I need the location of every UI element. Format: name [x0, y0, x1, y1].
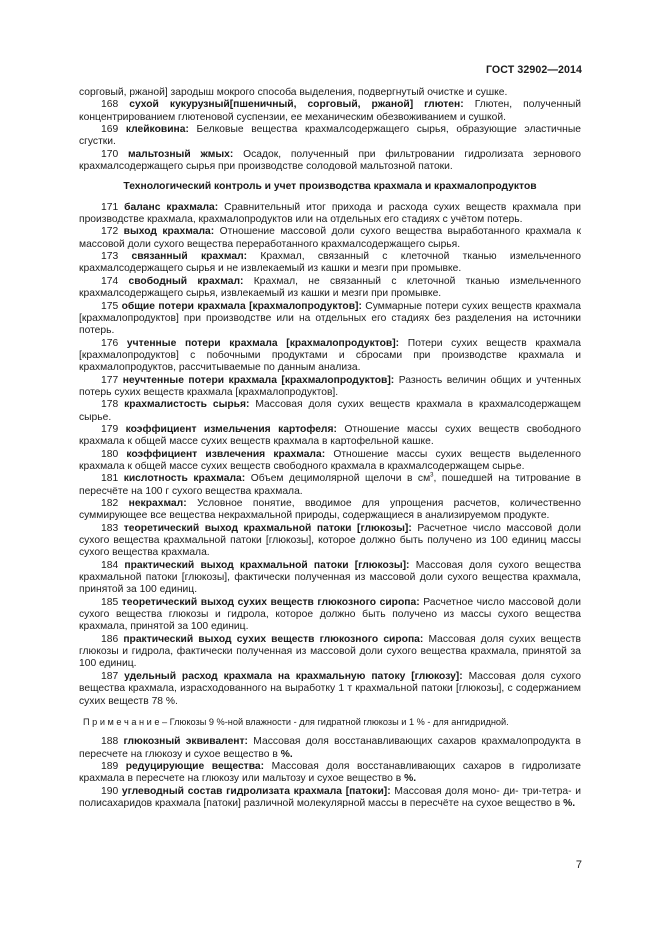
term: крахмалистость сырья:: [124, 399, 250, 411]
note: П р и м е ч а н и е – Глюкозы 9 %-ной влажности - для гидратной глюкозы и 1 % - для ангидридной.: [83, 716, 509, 727]
term: теоретический выход сухих веществ глюкозного сиропа:: [121, 596, 420, 608]
page-number: 7: [575, 859, 582, 871]
term-entry: 186 практический выход сухих веществ глюкозного сиропа: Массовая доля сухих веществ глюкозы и гидрола, фактически полученная из массовой доли сухого вещества крахмала, принятой за 100 единиц.: [79, 633, 581, 670]
term-entry: 185 теоретический выход сухих веществ глюкозного сиропа: Расчетное число массовой доли сухого вещества глюкозы и гидрола, которое должно быть получено из массы сухого вещества крахмала, принятой за 100 единиц.: [79, 596, 581, 633]
term-entry: 177 неучтенные потери крахмала [крахмалопродуктов]: Разность величин общих и учтенных потерь сухих веществ крахмала [крахмалопродуктов].: [79, 374, 581, 398]
term-entry: 179 коэффициент измельчения картофеля: Отношение массы сухих веществ свободного крахмала к общей массе сухих веществ крахмала в картофельной кашке.: [79, 423, 581, 448]
term-entry: 184 практический выход крахмальной патоки [глюкозы]: Массовая доля сухого вещества крахмальной патоки [глюкозы], фактически полученная из массовой доли сухого вещества крахмала, принятой за 100 единиц.: [79, 559, 581, 596]
document-body: [79, 87, 581, 810]
term: клейковина:: [125, 124, 189, 136]
term-entry: 182 некрахмал: Условное понятие, вводимое для упрощения расчетов, количественно суммирующее все вещества некрахмальной природы, содержащиеся в анализируемом продукте.: [79, 498, 581, 522]
term-entry: 188 глюкозный эквивалент: Массовая доля восстанавливающих сахаров крахмалопродукта в пересчете на глюкозу и сухое вещество в %.: [79, 736, 581, 760]
continuation-text: сорговый, ржаной] зародыш мокрого способа выделения, подвергнутый очистке и сушке.: [79, 87, 508, 98]
term-entry: 190 углеводный состав гидролизата крахмала [патоки]: Массовая доля моно- ди- три-тетра- и полисахаридов крахмала [патоки] различной молекулярной массы в пересчёте на сухое вещество в %.: [79, 785, 581, 809]
term-entry: 181 кислотность крахмала: Объем децимолярной щелочи в $см^3$, пошедшей на титрование в пересчёте на 100 г сухого вещества крахмала.: [79, 472, 581, 497]
term: удельный расход крахмала на крахмальную патоку [глюкозу]:: [124, 670, 463, 682]
term-entry: 175 общие потери крахмала [крахмалопродуктов]: Суммарные потери сухих веществ крахмала [крахмалопродуктов] при производстве или на отдельных его стадиях без разделения на источники потерь.: [79, 300, 581, 337]
term: коэффициент извлечения крахмала:: [126, 448, 326, 460]
term: теоретический выход крахмальной патоки [глюкозы]:: [123, 522, 412, 534]
term: свободный крахмал:: [128, 275, 244, 287]
term-entry: 170 мальтозный жмых: Осадок, полученный при фильтровании гидролизата зернового крахмалсодержащего сырья при производстве солодовой мальтозной патоки.: [79, 148, 581, 173]
term: связанный крахмал:: [131, 251, 248, 263]
term-entry: 189 редуцирующие вещества: Массовая доля восстанавливающих сахаров в гидролизате крахмала в пересчете на глюкозу или мальтозу и сухое вещество в %.: [79, 760, 581, 785]
term: редуцирующие вещества:: [125, 760, 265, 772]
term-entry: 176 учтенные потери крахмала [крахмалопродуктов]: Потери сухих веществ крахмала [крахмалопродуктов] с побочными продуктами и сбросами при производстве крахмала и крахмалопродуктов, рассчитываемые по данным анализа.: [79, 337, 581, 374]
term: учтенные потери крахмала [крахмалопродуктов]:: [126, 337, 400, 349]
term: баланс крахмала:: [124, 201, 219, 213]
term: практический выход крахмальной патоки [глюкозы]:: [124, 559, 410, 571]
term: практический выход сухих веществ глюкозного сиропа:: [123, 633, 424, 645]
term-entry: 173 связанный крахмал: Крахмал, связанный с клеточной тканью измельченного крахмалсодержащего сырья и не извлекаемый из кашки и мезги при промывке.: [79, 251, 581, 275]
term: углеводный состав гидролизата крахмала [патоки]:: [121, 785, 391, 797]
term-entry: 171 баланс крахмала: Сравнительный итог прихода и расхода сухих веществ крахмала при производстве крахмала, крахмалопродуктов или на отдельных его стадиях с учётом потерь.: [79, 201, 581, 226]
standard-header: ГОСТ 32902—2014: [485, 64, 582, 76]
term: общие потери крахмала [крахмалопродуктов]:: [121, 300, 362, 312]
term: кислотность крахмала:: [123, 473, 246, 485]
term: неучтенные потери крахмала [крахмалопродуктов]:: [122, 374, 395, 386]
term-entry: 169 клейковина: Белковые вещества крахмалсодержащего сырья, образующие эластичные сгустки.: [79, 124, 581, 148]
term-entry: 187 удельный расход крахмала на крахмальную патоку [глюкозу]: Массовая доля сухого вещества крахмала, израсходованного на выработку 1 т крахмальной патоки [глюкозы], с содержанием сухих веществ 78 %.: [79, 670, 581, 707]
term: глюкозный эквивалент:: [123, 736, 248, 748]
term: некрахмал:: [128, 498, 187, 509]
term: коэффициент измельчения картофеля:: [125, 423, 337, 435]
term: мальтозный жмых:: [127, 148, 234, 160]
term-entry: 172 выход крахмала: Отношение массовой доли сухого вещества выработанного крахмала к массовой доли сухого вещества переработанного крахмалсодержащего сырья.: [79, 226, 581, 250]
term-entry: 174 свободный крахмал: Крахмал, не связанный с клеточной тканью измельченного крахмалсодержащего сырья, извлекаемый из кашки и мезги при промывке.: [79, 275, 581, 300]
term-entry: 180 коэффициент извлечения крахмала: Отношение массы сухих веществ выделенного крахмала к общей массе сухих веществ свободного крахмала в крахмалсодержащем сырье.: [79, 448, 581, 472]
term: сухой кукурузный[пшеничный, сорговый, ржаной] глютен:: [129, 99, 464, 111]
term: выход крахмала:: [123, 226, 215, 238]
term-entry: 168 сухой кукурузный[пшеничный, сорговый, ржаной] глютен: Глютен, полученный концентрированием глютеновой суспензии, ее механическим обезвоживанием и сушкой.: [79, 99, 581, 123]
term-entry: 178 крахмалистость сырья: Массовая доля сухих веществ крахмала в крахмалсодержащем сырье.: [79, 399, 581, 423]
term-entry: 183 теоретический выход крахмальной патоки [глюкозы]: Расчетное число массовой доли сухого вещества крахмальной патоки [глюкозы], которое должно быть получено из 100 единиц массы сухого вещества крахмала.: [79, 522, 581, 559]
section-title: Технологический контроль и учет производства крахмала и крахмалопродуктов: [123, 181, 537, 193]
